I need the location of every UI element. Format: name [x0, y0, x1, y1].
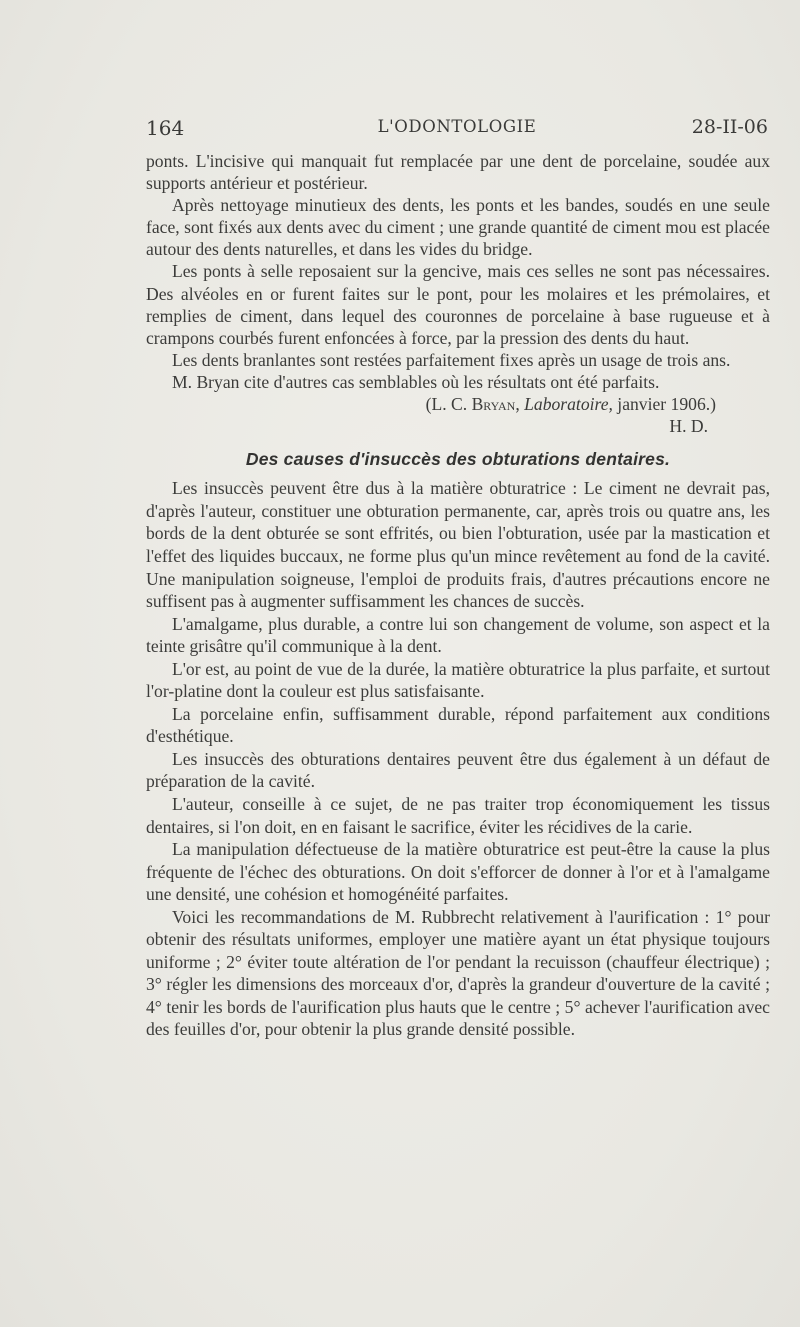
- citation-source: Laboratoire,: [524, 394, 613, 415]
- running-title: L'ODONTOLOGIE: [377, 117, 537, 136]
- page-number: 164: [146, 116, 185, 140]
- paragraph: L'amalgame, plus durable, a contre lui son changement de volume, son aspect et la teinte grisâtre qu'il communique à la dent.: [146, 613, 770, 657]
- paragraph: Les insuccès des obturations dentaires peuvent être dus également à un défaut de préparation de la cavité.: [146, 748, 770, 792]
- paragraph: La manipulation défectueuse de la matière obturatrice est peut-être la cause la plus fréquente de l'échec des obturations. On doit s'efforcer de donner à l'or et à l'amalgame une densité, une cohésion et homogénéité parfaites.: [146, 839, 770, 905]
- paragraph: L'auteur, conseille à ce sujet, de ne pas traiter trop économiquement les tissus dentaires, si l'on doit, en en faisant le sacrifice, éviter les récidives de la carie.: [146, 793, 770, 837]
- paragraph: Après nettoyage minutieux des dents, les ponts et les bandes, soudés en une seule face, sont fixés aux dents avec du ciment ; une grande quantité de ciment mou est placée autour des dents naturelles, et dans les vides du bridge.: [146, 195, 770, 260]
- page-header: [146, 116, 768, 146]
- citation-separator: ,: [515, 394, 525, 415]
- citation-date: janvier 1906.): [612, 394, 716, 415]
- paragraph: Les insuccès peuvent être dus à la matière obturatrice : Le ciment ne devrait pas, d'après l'auteur, constituer une obturation permanente, car, après trois ou quatre ans, les bords de la dent obturée se sont effrités, ou bien l'obturation, usée par la mastication et l'effet des liquides buccaux, ne forme plus qu'un mince revêtement au fond de la cavité. Une manipulation soigneuse, l'emploi de produits frais, d'autres précautions encore ne suffisent pas à augmenter suffisamment les chances de succès.: [146, 478, 770, 612]
- signature: H. D.: [669, 416, 708, 437]
- paragraph: La porcelaine enfin, suffisamment durable, répond parfaitement aux conditions d'esthétique.: [146, 703, 770, 747]
- citation-open: (L. C.: [425, 394, 472, 415]
- paragraph: Les ponts à selle reposaient sur la gencive, mais ces selles ne sont pas nécessaires. Des alvéoles en or furent faites sur le pont, pour les molaires et les prémolaires, et remplies de ciment, dans lequel des couronnes de porcelaine à base rugueuse et à crampons courbés furent enfoncées à force, par la pression des dents du haut.: [146, 261, 770, 348]
- paragraph: M. Bryan cite d'autres cas semblables où les résultats ont été parfaits.: [172, 371, 660, 392]
- citation: [146, 393, 770, 415]
- citation-author: Bryan: [471, 394, 516, 415]
- article-body: [146, 477, 770, 1041]
- section-title: Des causes d'insuccès des obturations dentaires.: [245, 449, 671, 470]
- paragraph: L'or est, au point de vue de la durée, la matière obturatrice la plus parfaite, et surtout l'or-platine dont la couleur est plus satisfaisante.: [146, 658, 770, 702]
- issue-date: 28-II-06: [691, 116, 768, 138]
- paragraph: Voici les recommandations de M. Rubbrecht relativement à l'aurification : 1° pour obtenir des résultats uniformes, employer une matière ayant un état physique toujours uniforme ; 2° éviter toute altération de l'or pendant la recuisson (chauffeur électrique) ; 3° régler les dimensions des morceaux d'or, d'après la grandeur d'ouverture de la cavité ; 4° tenir les bords de l'aurification plus hauts que le centre ; 5° achever l'aurification avec des feuilles d'or, pour obtenir la plus grande densité possible.: [146, 906, 770, 1040]
- paragraph: ponts. L'incisive qui manquait fut remplacée par une dent de porcelaine, soudée aux supports antérieur et postérieur.: [146, 151, 770, 194]
- body-text: [146, 150, 770, 1041]
- paragraph: Les dents branlantes sont restées parfaitement fixes après un usage de trois ans.: [172, 349, 731, 370]
